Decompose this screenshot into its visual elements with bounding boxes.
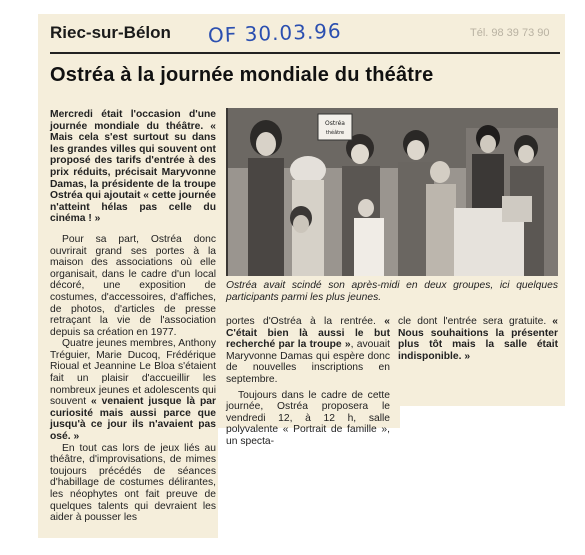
photo-sign-text: Ostréa	[325, 120, 345, 127]
article-text: cle dont l'entrée sera gratuite.	[398, 316, 553, 327]
article-text: , avouait Maryvonne Damas qui espère donc de nouvelles inscriptions en septembre.	[226, 339, 390, 385]
article-quote: « C'était bien là aussi le but recherché par la troupe »	[226, 316, 390, 351]
article-paragraph: En tout cas lors de jeux liés au théâtre, d'improvisations, de mimes toujours précédés de séances d'habillage de costumes délirantes, les néophytes ont fait preuve de quelques talents qui devraient les aider à pousser les	[50, 442, 216, 524]
article-paragraph	[50, 338, 216, 442]
article-paragraph: Pour sa part, Ostréa donc ouvrirait grand ses portes à la maison des associations où elle organisait, dans le cadre d'un local décoré, une exposition de costumes, d'accessoires, d'affiches, de photos, d'articles de presse retraçant la vie de l'association depuis sa création en 1977.	[50, 233, 216, 338]
article-quote: « venaient jusque là par curiosité mais aussi parce que jusqu'à ce jour ils n'avaient pas osé. »	[50, 396, 216, 443]
photo-illustration	[226, 108, 558, 276]
article-text: portes d'Ostréa à la rentrée.	[226, 316, 385, 327]
article-paragraph: Toujours dans le cadre de cette journée, Ostréa proposera le vendredi 12, à 12 h, salle polyvalente « Portrait de famille », un specta-	[226, 389, 390, 447]
handwritten-date-stamp: OF 30.03.96	[207, 18, 343, 48]
article-paragraph	[398, 316, 558, 362]
photo-sign-text: théâtre	[325, 130, 345, 136]
photo-caption: Ostréa avait scindé son après-midi en deux groupes, ici quelques participants parmi les plus jeunes.	[226, 280, 558, 303]
article-column-2	[226, 316, 390, 448]
neighbor-phone-number: Tél. 98 39 73 90	[470, 27, 550, 39]
article-quote: « Nous souhaitions la présenter plus tôt mais la salle était indisponible. »	[398, 316, 558, 362]
article-paragraph	[226, 316, 390, 386]
article-photo	[226, 108, 558, 276]
article-text: Quatre jeunes membres, Anthony Tréguier, Marie Ducoq, Frédérique Rioual et Jeannine Le Bloa s'étaient fait un plaisir d'accueillir les nombreux jeunes et adolescents qui souvent	[50, 338, 216, 408]
header-rule	[50, 52, 560, 54]
article-column-1	[50, 109, 216, 524]
article-lead: Mercredi était l'occasion d'une journée mondiale du théâtre. « Mais cela s'est surtout su dans les grandes villes qui souvent ont proposé des tarifs d'entrée à des prix réduits, précisait Maryvonne Damas, la présidente de la troupe Ostréa qui ajoutait « cette journée n'atteint hélas pas celle du cinéma ! »	[50, 109, 216, 225]
town-name: Riec-sur-Bélon	[50, 23, 171, 42]
article-headline: Ostréa à la journée mondiale du théâtre	[50, 64, 434, 86]
article-column-3	[398, 316, 558, 362]
